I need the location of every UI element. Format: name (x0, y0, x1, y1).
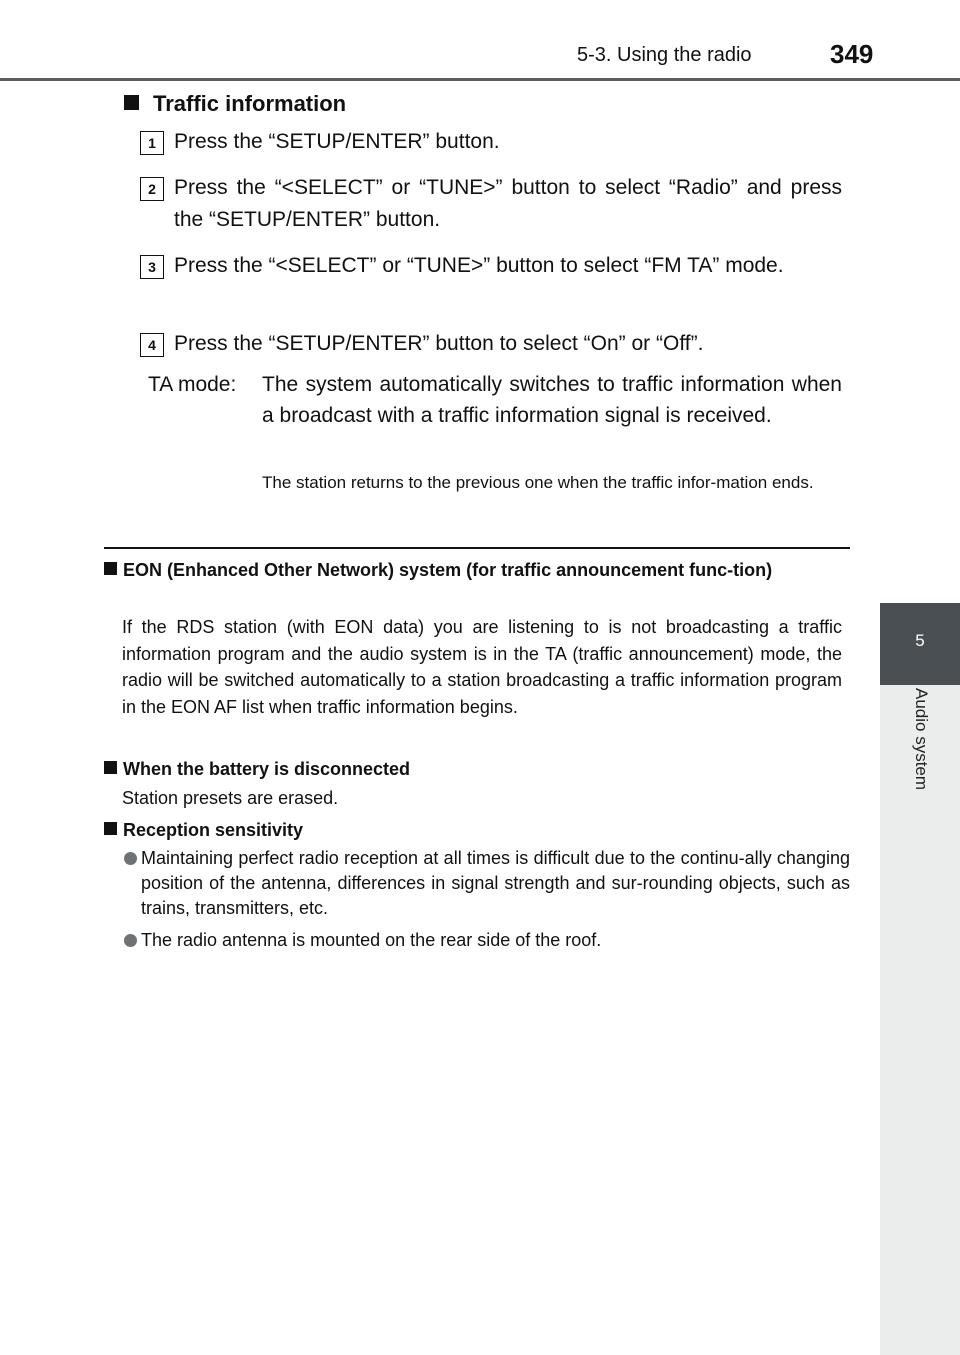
step-number-3: 3 (140, 255, 164, 279)
page-number: 349 (830, 39, 874, 69)
square-bullet-icon (104, 761, 117, 774)
reception-heading (104, 817, 303, 843)
ta-mode-note: The station returns to the previous one when the traffic infor-mation ends. (262, 473, 814, 492)
battery-title: When the battery is disconnected (123, 759, 411, 779)
square-bullet-icon (124, 95, 139, 110)
chapter-title: Audio system (912, 688, 931, 791)
square-bullet-icon (104, 562, 117, 575)
reception-title: Reception sensitivity (123, 820, 304, 840)
reception-bullet-text: Maintaining perfect radio reception at all times is difficult due to the continu-ally changing position of the antenna, differences in signal strength and sur-rounding objects, such as trains, transmitters, etc. (141, 848, 850, 918)
header-rule (0, 78, 960, 81)
battery-body: Station presets are erased. (122, 788, 339, 808)
eon-heading (104, 557, 850, 583)
chapter-number: 5 (915, 631, 925, 650)
ta-mode-label: TA mode: (148, 373, 237, 396)
step-number-2: 2 (140, 177, 164, 201)
battery-heading (104, 756, 410, 782)
chapter-tab (880, 603, 960, 685)
traffic-information-heading (124, 91, 346, 117)
section-divider (104, 547, 850, 549)
reception-bullet-1 (124, 846, 850, 921)
reception-bullet-2 (124, 928, 850, 953)
circle-bullet-icon (124, 852, 137, 865)
ta-mode-description: The system automatically switches to traffic information when a broadcast with a traffic information signal is received. (262, 373, 842, 427)
step-text-3: Press the “<SELECT” or “TUNE>” button to select “FM TA” mode. (174, 254, 784, 277)
step-text-2: Press the “<SELECT” or “TUNE>” button to select “Radio” and press the “SETUP/ENTER” button. (174, 176, 842, 231)
square-bullet-icon (104, 822, 117, 835)
eon-title: EON (Enhanced Other Network) system (for traffic announcement func-tion) (123, 560, 773, 580)
eon-body: If the RDS station (with EON data) you are listening to is not broadcasting a traffic information program and the audio system is in the TA (traffic announcement) mode, the radio will be switched automatically to a station broadcasting a traffic information program in the EON AF list when traffic information begins. (122, 617, 842, 717)
reception-bullet-text: The radio antenna is mounted on the rear side of the roof. (141, 930, 602, 950)
traffic-information-title: Traffic information (153, 91, 347, 116)
step-text-4: Press the “SETUP/ENTER” button to select “On” or “Off”. (174, 332, 704, 355)
step-number-1: 1 (140, 131, 164, 155)
section-title: 5-3. Using the radio (577, 44, 752, 66)
step-number-4: 4 (140, 333, 164, 357)
circle-bullet-icon (124, 934, 137, 947)
step-text-1: Press the “SETUP/ENTER” button. (174, 130, 500, 153)
